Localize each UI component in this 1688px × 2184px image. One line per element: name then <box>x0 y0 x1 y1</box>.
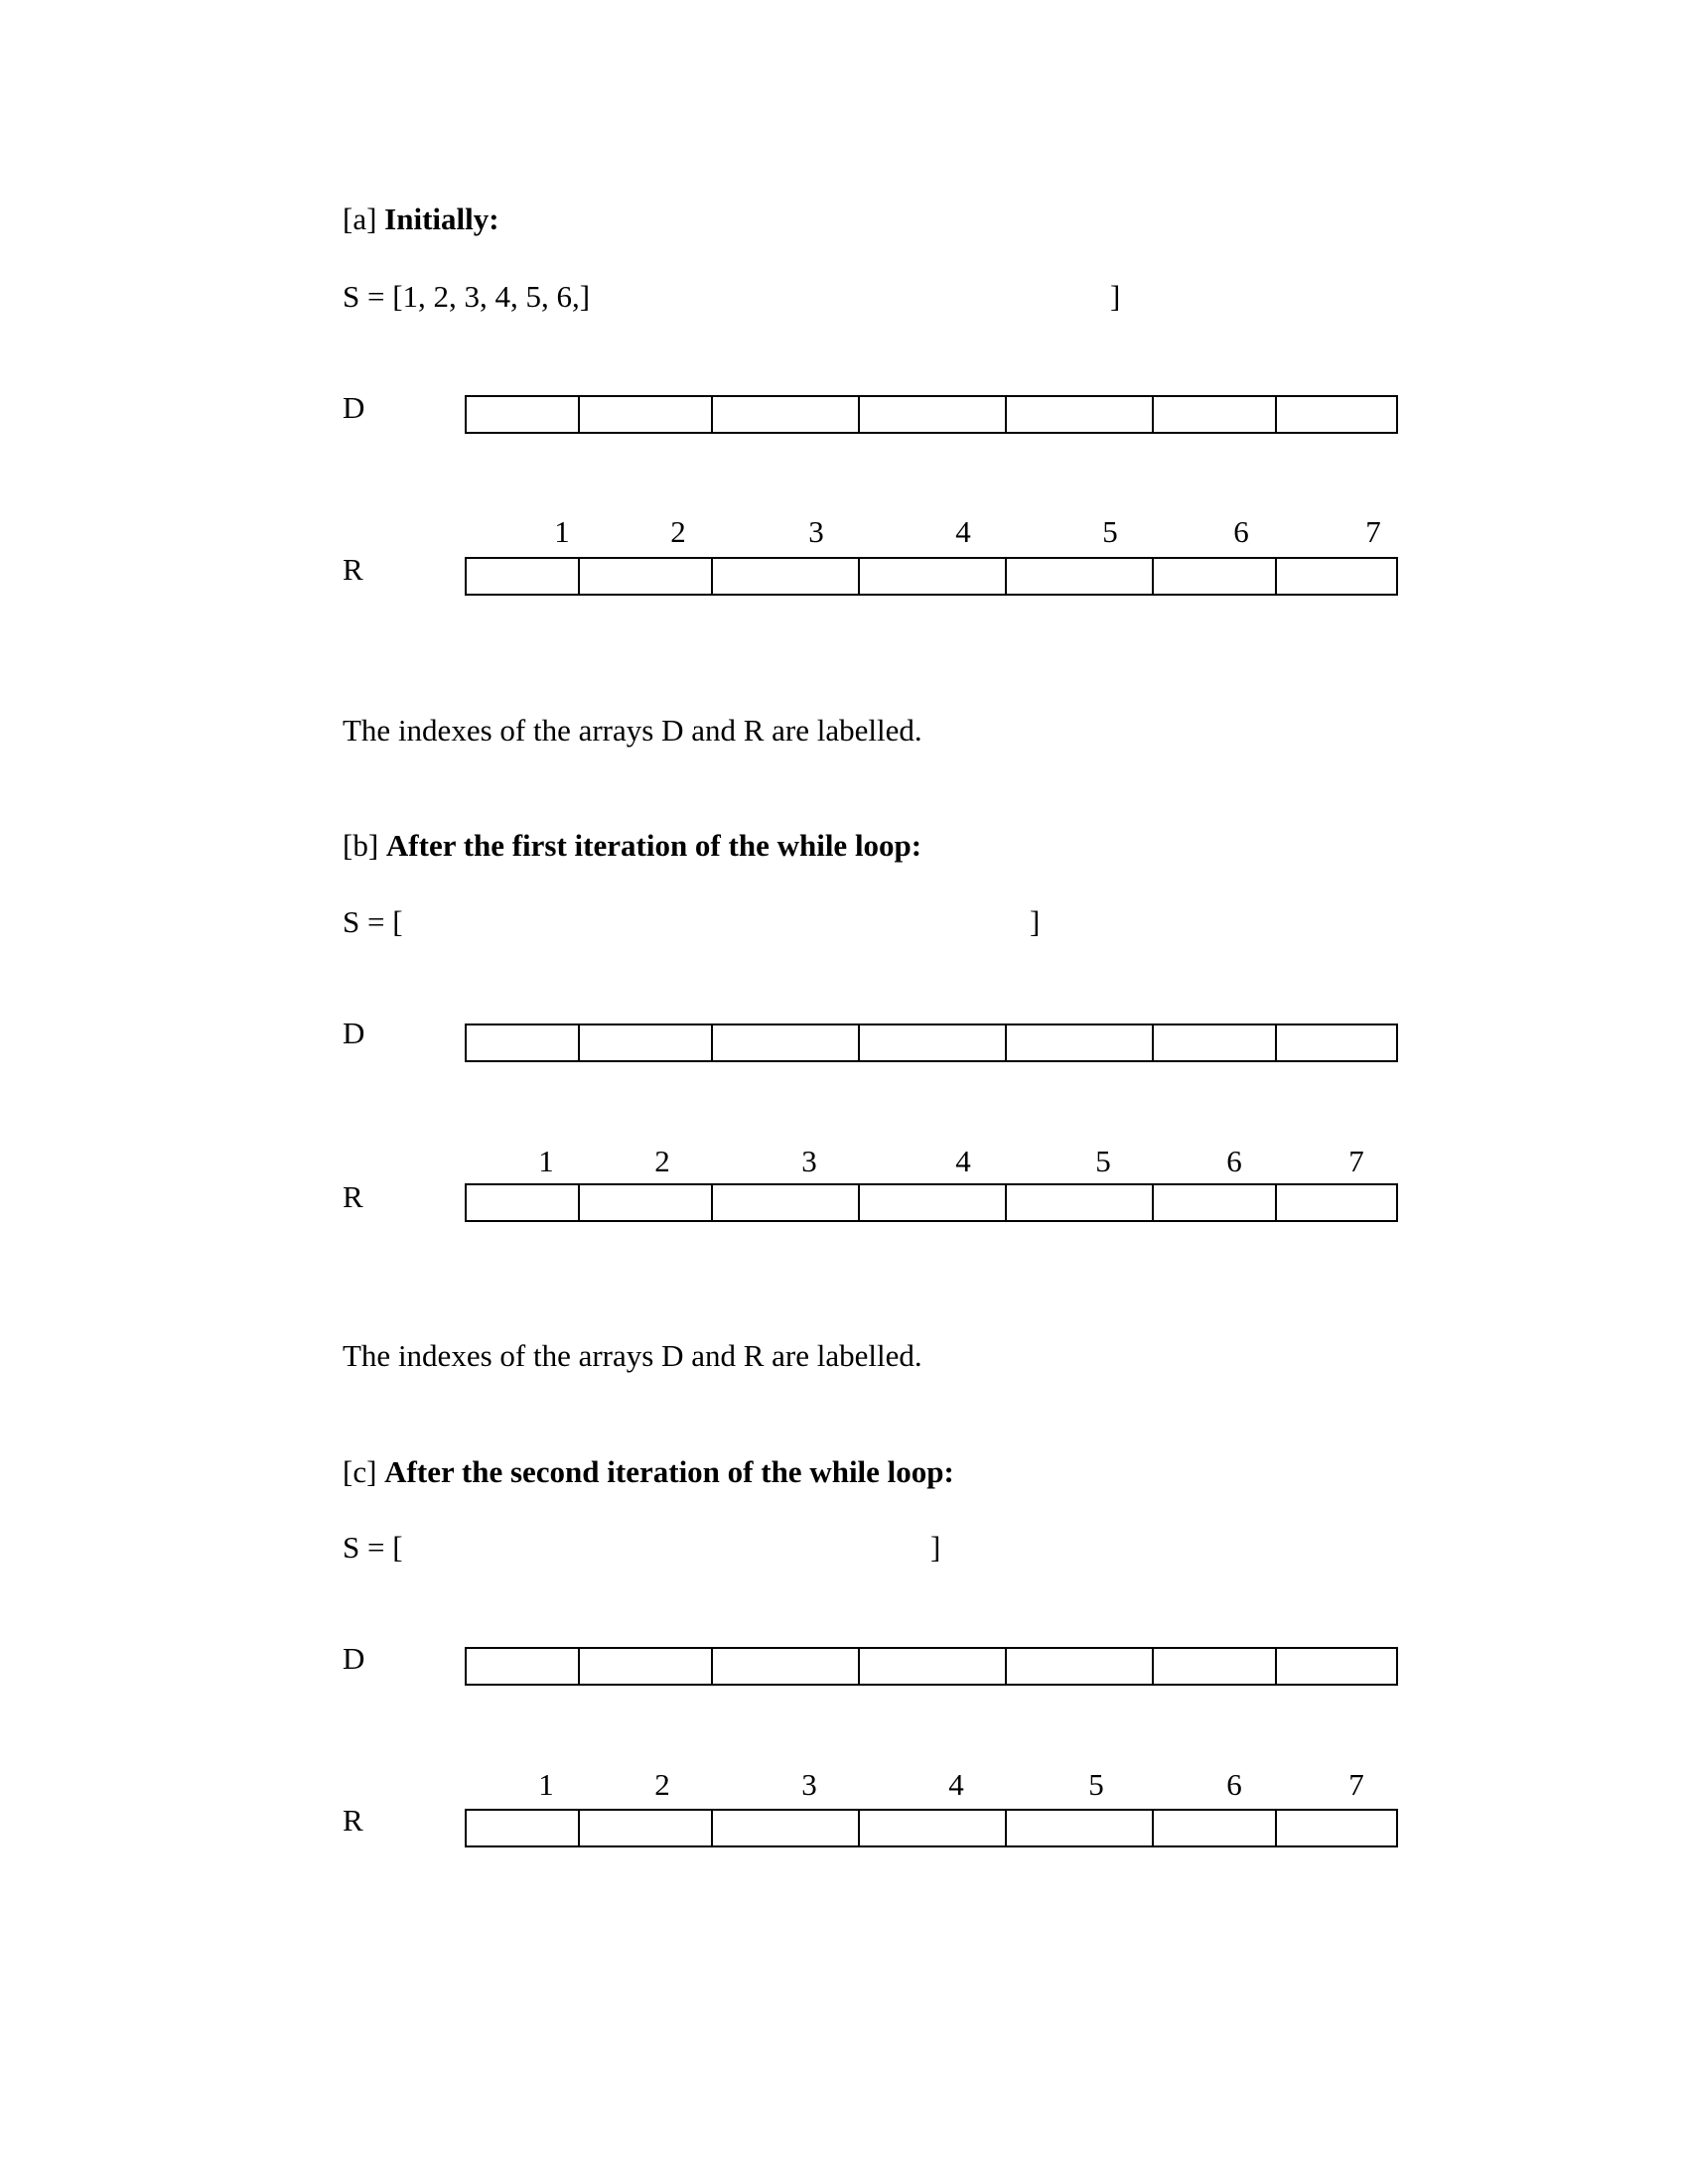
cell-divider <box>1275 557 1277 596</box>
section-b-label: [b] <box>343 828 379 863</box>
index-label: 5 <box>1088 1767 1104 1802</box>
section-a-d-label: D <box>343 390 365 425</box>
index-label: 7 <box>1365 514 1381 549</box>
section-b-note: The indexes of the arrays D and R are labelled. <box>343 1338 922 1373</box>
s-prefix: S = [ <box>343 1530 403 1565</box>
section-a-d-array <box>465 395 1398 434</box>
cell-divider <box>858 1024 860 1062</box>
index-label: 5 <box>1102 514 1118 549</box>
section-a-heading <box>343 204 499 234</box>
cell-divider <box>578 557 580 596</box>
index-label: 2 <box>670 514 686 549</box>
cell-divider <box>858 1809 860 1847</box>
section-b-s-line <box>343 906 403 937</box>
index-label: 7 <box>1348 1144 1364 1178</box>
section-c-d-array <box>465 1647 1398 1686</box>
cell-divider <box>1275 395 1277 434</box>
index-label: 3 <box>808 514 824 549</box>
cell-divider <box>1152 1183 1154 1222</box>
section-b-s-close: ] <box>1030 904 1041 939</box>
cell-divider <box>578 1647 580 1686</box>
section-b-r-array <box>465 1183 1398 1222</box>
index-label: 3 <box>801 1144 817 1178</box>
cell-divider <box>1275 1809 1277 1847</box>
section-a-title: Initially: <box>384 202 499 236</box>
section-c-title: After the second iteration of the while loop: <box>384 1454 954 1489</box>
cell-divider <box>1275 1647 1277 1686</box>
section-c-s-close: ] <box>930 1530 941 1565</box>
section-c-s-line <box>343 1532 403 1563</box>
cell-divider <box>1005 1647 1007 1686</box>
section-a-label: [a] <box>343 202 377 236</box>
index-label: 2 <box>654 1144 670 1178</box>
index-label: 2 <box>654 1767 670 1802</box>
cell-divider <box>1152 1024 1154 1062</box>
cell-divider <box>1152 395 1154 434</box>
section-c-r-array <box>465 1809 1398 1847</box>
index-label: 1 <box>554 514 570 549</box>
cell-divider <box>858 557 860 596</box>
cell-divider <box>711 557 713 596</box>
cell-divider <box>578 1183 580 1222</box>
index-label: 4 <box>955 1144 971 1178</box>
cell-divider <box>711 1647 713 1686</box>
section-c-label: [c] <box>343 1454 377 1489</box>
index-label: 1 <box>538 1144 554 1178</box>
index-label: 1 <box>538 1767 554 1802</box>
cell-divider <box>1005 1183 1007 1222</box>
cell-divider <box>578 395 580 434</box>
section-b-r-label: R <box>343 1179 363 1214</box>
section-b-d-label: D <box>343 1016 365 1050</box>
cell-divider <box>711 1024 713 1062</box>
cell-divider <box>1152 1647 1154 1686</box>
cell-divider <box>858 1183 860 1222</box>
s-values: 1, 2, 3, 4, 5, 6,] <box>402 279 591 314</box>
cell-divider <box>711 395 713 434</box>
index-label: 6 <box>1226 1144 1242 1178</box>
cell-divider <box>1005 557 1007 596</box>
section-a-r-array <box>465 557 1398 596</box>
cell-divider <box>858 395 860 434</box>
s-prefix: S = [ <box>343 904 403 939</box>
section-a-s-line <box>343 281 590 312</box>
section-a-r-label: R <box>343 552 363 587</box>
cell-divider <box>578 1024 580 1062</box>
index-label: 4 <box>948 1767 964 1802</box>
section-a-note: The indexes of the arrays D and R are labelled. <box>343 713 922 748</box>
section-a-s-close: ] <box>1110 279 1121 314</box>
index-label: 5 <box>1095 1144 1111 1178</box>
index-label: 7 <box>1348 1767 1364 1802</box>
cell-divider <box>1005 1809 1007 1847</box>
cell-divider <box>1152 557 1154 596</box>
index-label: 3 <box>801 1767 817 1802</box>
section-b-title: After the first iteration of the while loop: <box>385 828 922 863</box>
cell-divider <box>1275 1024 1277 1062</box>
cell-divider <box>858 1647 860 1686</box>
section-c-r-label: R <box>343 1803 363 1838</box>
cell-divider <box>1005 395 1007 434</box>
cell-divider <box>1005 1024 1007 1062</box>
index-label: 6 <box>1226 1767 1242 1802</box>
cell-divider <box>1275 1183 1277 1222</box>
section-b-d-array <box>465 1024 1398 1062</box>
index-label: 4 <box>955 514 971 549</box>
section-c-heading <box>343 1456 954 1487</box>
cell-divider <box>578 1809 580 1847</box>
cell-divider <box>711 1183 713 1222</box>
section-b-heading <box>343 830 921 861</box>
cell-divider <box>711 1809 713 1847</box>
section-c-d-label: D <box>343 1641 365 1676</box>
cell-divider <box>1152 1809 1154 1847</box>
s-prefix: S = [ <box>343 279 403 314</box>
index-label: 6 <box>1233 514 1249 549</box>
